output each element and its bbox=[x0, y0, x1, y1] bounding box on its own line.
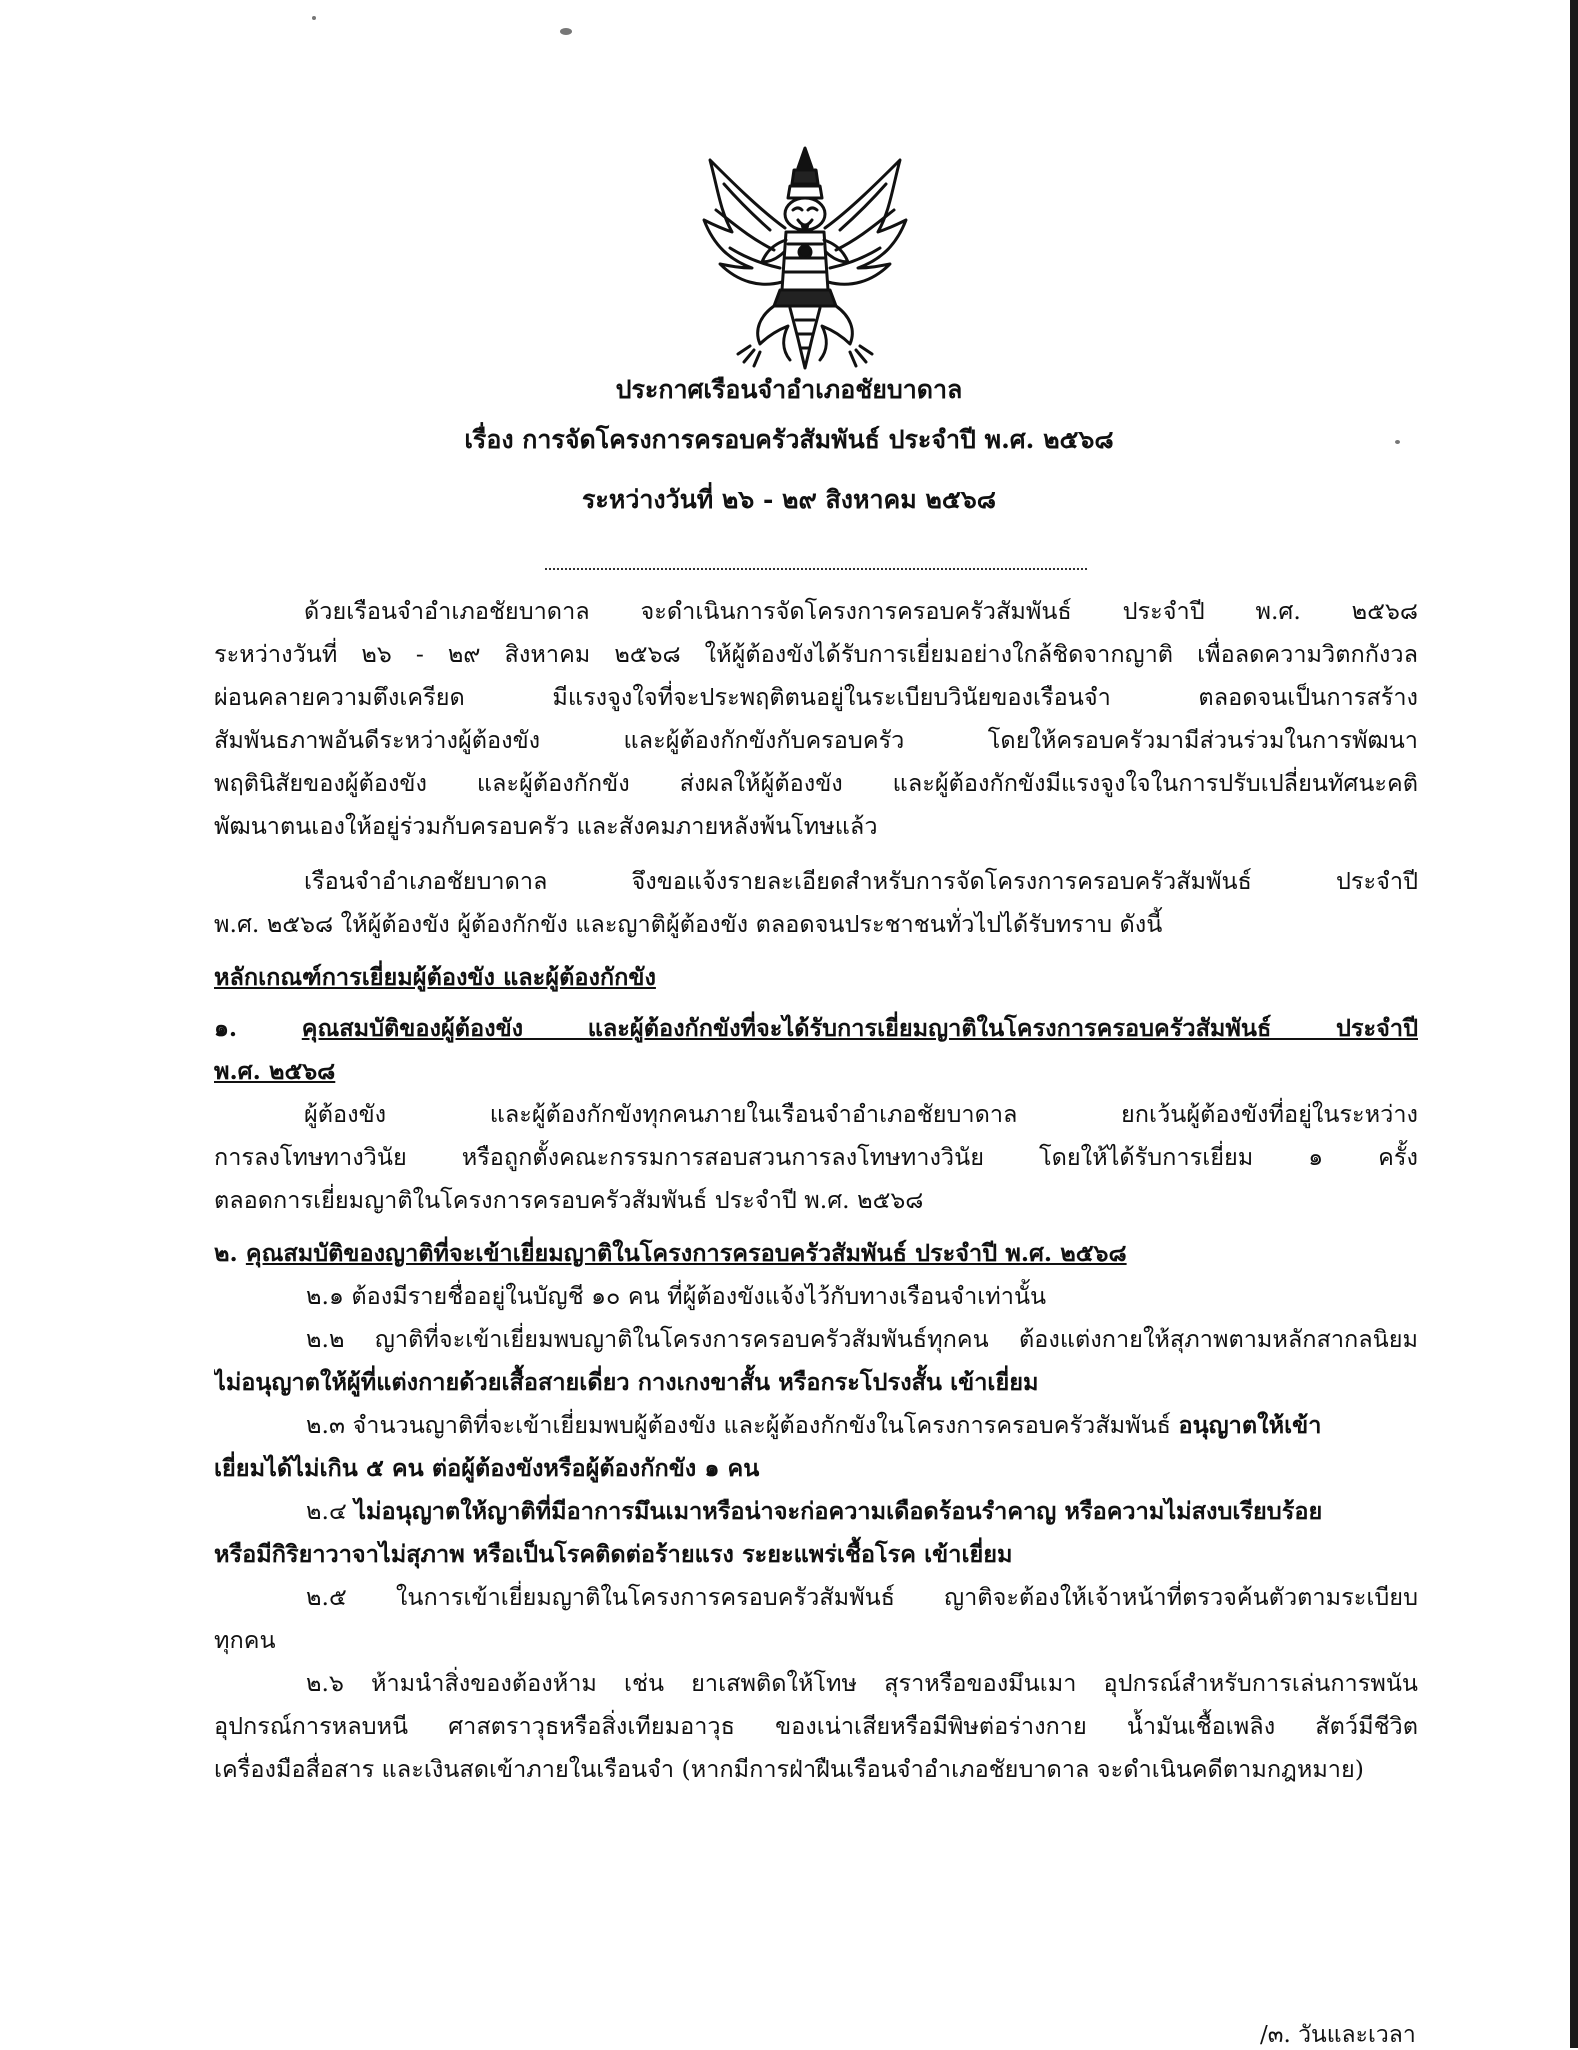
text-line: การลงโทษทางวินัย หรือถูกตั้งคณะกรรมการสอบสวนการลงโทษทางวินัย โดยให้ได้รับการเยี่ยม ๑ ครั้ง bbox=[214, 1143, 1418, 1171]
item-2-3 bbox=[214, 1404, 1418, 1447]
item-2-3-rule: อนุญาตให้เข้า bbox=[1178, 1411, 1322, 1439]
scan-speck bbox=[560, 28, 572, 35]
item-2-4-rule: ไม่อนุญาตให้ญาติที่มีอาการมึนเมาหรือน่าจะก่อความเดือดร้อนรำคาญ หรือความไม่สงบเรียบร้อย bbox=[354, 1497, 1323, 1525]
item-2-3-text: ๒.๓ จำนวนญาติที่จะเข้าเยี่ยมพบผู้ต้องขัง และผู้ต้องกักขังในโครงการครอบครัวสัมพันธ์ bbox=[306, 1411, 1171, 1439]
item-2-5-cont: ทุกคน bbox=[214, 1626, 276, 1654]
text-line: เรือนจำอำเภอชัยบาดาล จึงขอแจ้งรายละเอียดสำหรับการจัดโครงการครอบครัวสัมพันธ์ ประจำปี bbox=[304, 867, 1418, 895]
section-2-title-text: คุณสมบัติของญาติที่จะเข้าเยี่ยมญาติในโครงการครอบครัวสัมพันธ์ ประจำปี พ.ศ. ๒๕๖๘ bbox=[245, 1239, 1127, 1267]
section-1-title-year: พ.ศ. ๒๕๖๘ bbox=[214, 1057, 336, 1085]
section-1-title bbox=[214, 1007, 1418, 1050]
text-line: ผ่อนคลายความตึงเครียด มีแรงจูงใจที่จะประพฤติตนอยู่ในระเบียบวินัยของเรือนจำ ตลอดจนเป็นการสร้าง bbox=[214, 683, 1418, 711]
section-1 bbox=[214, 1007, 1418, 1222]
item-2-5: ๒.๕ ในการเข้าเยี่ยมญาติในโครงการครอบครัวสัมพันธ์ ญาติจะต้องให้เจ้าหน้าที่ตรวจค้นตัวตามระเบียบ bbox=[306, 1583, 1418, 1611]
item-2-2: ๒.๒ ญาติที่จะเข้าเยี่ยมพบญาติในโครงการครอบครัวสัมพันธ์ทุกคน ต้องแต่งกายให้สุภาพตามหลักสากลนิยม bbox=[306, 1325, 1418, 1353]
scan-speck bbox=[312, 16, 316, 20]
announcement-date-range: ระหว่างวันที่ ๒๖ - ๒๙ สิงหาคม ๒๕๖๘ bbox=[581, 485, 996, 514]
section-2-title bbox=[214, 1232, 1418, 1275]
text-line: ด้วยเรือนจำอำเภอชัยบาดาล จะดำเนินการจัดโครงการครอบครัวสัมพันธ์ ประจำปี พ.ศ. ๒๕๖๘ bbox=[304, 597, 1418, 625]
title-separator bbox=[545, 568, 1087, 570]
scan-edge bbox=[1570, 0, 1578, 2048]
intro-paragraph-2 bbox=[214, 860, 1418, 946]
document-body bbox=[214, 590, 1418, 1791]
item-2-4 bbox=[214, 1490, 1418, 1533]
text-line: ตลอดการเยี่ยมญาติในโครงการครอบครัวสัมพันธ์ ประจำปี พ.ศ. ๒๕๖๘ bbox=[214, 1186, 924, 1214]
text-line: ผู้ต้องขัง และผู้ต้องกักขังทุกคนภายในเรือนจำอำเภอชัยบาดาล ยกเว้นผู้ต้องขังที่อยู่ในระหว่าง bbox=[304, 1100, 1418, 1128]
garuda-emblem-icon bbox=[690, 140, 920, 375]
section-1-number: ๑. bbox=[214, 1014, 238, 1042]
section-2 bbox=[214, 1232, 1418, 1791]
item-2-6-cont: เครื่องมือสื่อสาร และเงินสดเข้าภายในเรือนจำ (หากมีการฝ่าฝืนเรือนจำอำเภอชัยบาดาล จะดำเนินคดีตามกฎหมาย) bbox=[214, 1755, 1364, 1783]
announcement-subject: เรื่อง การจัดโครงการครอบครัวสัมพันธ์ ประจำปี พ.ศ. ๒๕๖๘ bbox=[464, 425, 1114, 454]
text-line: สัมพันธภาพอันดีระหว่างผู้ต้องขัง และผู้ต้องกักขังกับครอบครัว โดยให้ครอบครัวมามีส่วนร่วมในการพัฒนา bbox=[214, 726, 1418, 754]
intro-paragraph-1 bbox=[214, 590, 1418, 848]
announcement-issuer: ประกาศเรือนจำอำเภอชัยบาดาล bbox=[615, 375, 963, 404]
text-line: ระหว่างวันที่ ๒๖ - ๒๙ สิงหาคม ๒๕๖๘ ให้ผู้ต้องขังได้รับการเยี่ยมอย่างใกล้ชิดจากญาติ เพื่อลดความวิตกกังวล bbox=[214, 640, 1418, 668]
item-2-4-rule-cont: หรือมีกิริยาวาจาไม่สุภาพ หรือเป็นโรคติดต่อร้ายแรง ระยะแพร่เชื้อโรค เข้าเยี่ยม bbox=[214, 1540, 1013, 1568]
section-2-number: ๒. bbox=[214, 1239, 238, 1267]
text-line: พ.ศ. ๒๕๖๘ ให้ผู้ต้องขัง ผู้ต้องกักขัง และญาติผู้ต้องขัง ตลอดจนประชาชนทั่วไปได้รับทราบ ดังนี้ bbox=[214, 910, 1163, 938]
item-2-6-cont: อุปกรณ์การหลบหนี ศาสตราวุธหรือสิ่งเทียมอาวุธ ของเน่าเสียหรือมีพิษต่อร่างกาย น้ำมันเชื้อเพลิง สัตว์มีชีวิต bbox=[214, 1712, 1418, 1740]
item-2-2-rule: ไม่อนุญาตให้ผู้ที่แต่งกายด้วยเสื้อสายเดี่ยว กางเกงขาสั้น หรือกระโปรงสั้น เข้าเยี่ยม bbox=[214, 1368, 1039, 1396]
item-2-6: ๒.๖ ห้ามนำสิ่งของต้องห้าม เช่น ยาเสพติดให้โทษ สุราหรือของมึนเมา อุปกรณ์สำหรับการเล่นการพนัน bbox=[306, 1669, 1418, 1697]
text-line: พฤตินิสัยของผู้ต้องขัง และผู้ต้องกักขัง ส่งผลให้ผู้ต้องขัง และผู้ต้องกักขังมีแรงจูงใจในการปรับเปลี่ยนทัศนะคติ bbox=[214, 769, 1418, 797]
text-line: พัฒนาตนเองให้อยู่ร่วมกับครอบครัว และสังคมภายหลังพ้นโทษแล้ว bbox=[214, 812, 878, 840]
item-2-4-number: ๒.๔ bbox=[306, 1497, 347, 1525]
criteria-heading: หลักเกณฑ์การเยี่ยมผู้ต้องขัง และผู้ต้องกักขัง bbox=[214, 963, 656, 991]
section-1-title-text: คุณสมบัติของผู้ต้องขัง และผู้ต้องกักขังที่จะได้รับการเยี่ยมญาติในโครงการครอบครัวสัมพันธ์ ประจำปี bbox=[301, 1014, 1418, 1042]
item-2-1: ๒.๑ ต้องมีรายชื่ออยู่ในบัญชี ๑๐ คน ที่ผู้ต้องขังแจ้งไว้กับทางเรือนจำเท่านั้น bbox=[306, 1282, 1047, 1310]
next-page-reference: /๓. วันและเวลา bbox=[1260, 2022, 1416, 2048]
item-2-3-rule-cont: เยี่ยมได้ไม่เกิน ๕ คน ต่อผู้ต้องขังหรือผู้ต้องกักขัง ๑ คน bbox=[214, 1454, 760, 1482]
